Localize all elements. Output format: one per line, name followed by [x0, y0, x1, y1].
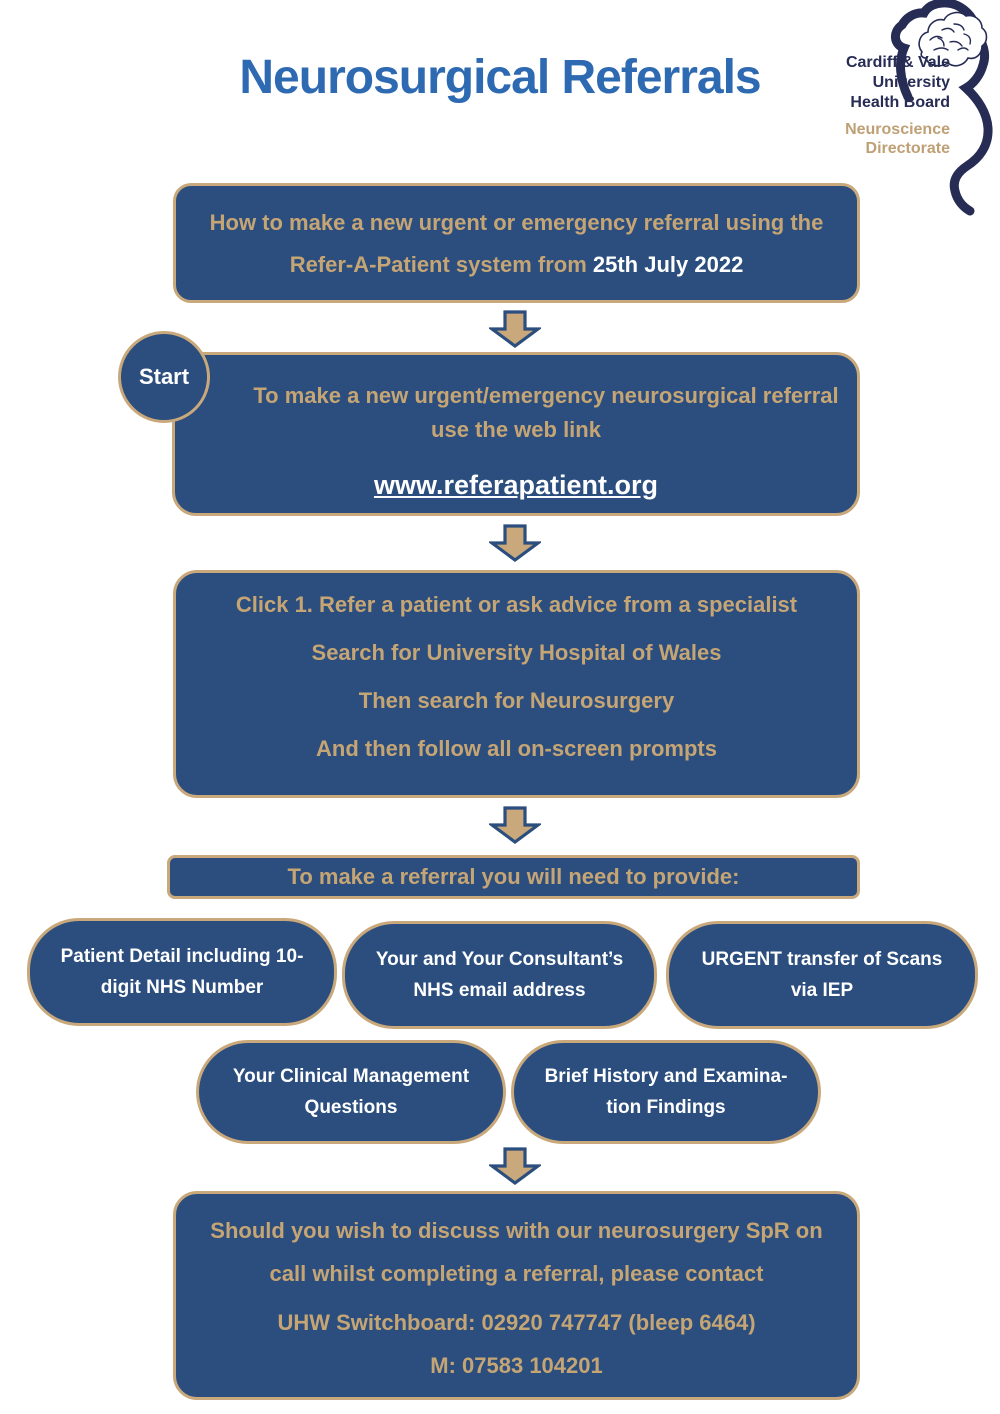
- step-line-2: Search for University Hospital of Wales: [311, 640, 722, 665]
- intro-line-1: How to make a new urgent or emergency referral using the: [209, 210, 824, 235]
- provide-bar: [167, 855, 860, 899]
- start-label: Start: [138, 364, 190, 389]
- provide-bar-label: To make a referral you will need to provide:: [287, 864, 740, 889]
- requirement-line: Patient Detail including 10-: [60, 946, 304, 967]
- down-arrow-icon: [489, 310, 541, 348]
- go-live-date: 25th July 2022: [592, 252, 744, 277]
- org-name: [845, 53, 950, 113]
- weblink-line-1: To make a new urgent/emergency neurosurgical referral: [253, 383, 839, 408]
- contact-box: [173, 1191, 860, 1400]
- step-line-1: Click 1. Refer a patient or ask advice from a specialist: [235, 592, 798, 617]
- requirement-pill-patient-detail: [27, 918, 337, 1026]
- requirement-line: URGENT transfer of Scans: [701, 949, 943, 970]
- org-line-1: Cardiff & Vale: [845, 54, 950, 71]
- requirement-line: Questions: [304, 1097, 398, 1118]
- down-arrow-icon: [489, 806, 541, 844]
- requirement-line: NHS email address: [413, 980, 586, 1001]
- requirement-line: tion Findings: [606, 1097, 726, 1118]
- steps-box: [173, 570, 860, 798]
- requirement-pill-clinical-questions: [196, 1040, 506, 1144]
- intro-line-2-prefix: Refer-A-Patient system from: [289, 252, 593, 277]
- weblink-line-2: use the web link: [431, 417, 601, 442]
- contact-line-1: Should you wish to discuss with our neurosurgery SpR on: [210, 1217, 823, 1243]
- start-badge: [118, 331, 210, 423]
- org-line-3: Health Board: [850, 94, 950, 111]
- step-line-3: Then search for Neurosurgery: [358, 688, 675, 713]
- intro-box: [173, 183, 860, 303]
- intro-line-2: [290, 244, 744, 286]
- requirement-line: Your and Your Consultant’s: [375, 949, 624, 970]
- directorate-name: [845, 120, 950, 158]
- requirement-pill-history-findings: [511, 1040, 821, 1144]
- step-line-4: And then follow all on-screen prompts: [316, 736, 717, 761]
- switchboard-number: UHW Switchboard: 02920 747747 (bleep 6464): [277, 1309, 756, 1335]
- requirement-pill-scan-transfer: [666, 921, 978, 1029]
- health-board-logo: [830, 0, 1000, 220]
- weblink-box: [172, 352, 860, 516]
- dept-line-1: Neuroscience: [845, 121, 950, 138]
- requirement-line: Your Clinical Management: [232, 1066, 470, 1087]
- requirement-line: via IEP: [790, 980, 854, 1001]
- requirement-line: digit NHS Number: [100, 977, 264, 998]
- dept-line-2: Directorate: [865, 140, 950, 157]
- requirement-line: Brief History and Examina-: [544, 1066, 788, 1087]
- refer-a-patient-link[interactable]: www.referapatient.org: [373, 470, 659, 500]
- down-arrow-icon: [489, 524, 541, 562]
- mobile-number: M: 07583 104201: [430, 1352, 603, 1378]
- requirement-pill-nhs-email: [342, 921, 657, 1029]
- page-title: Neurosurgical Referrals: [239, 51, 761, 104]
- contact-line-2: call whilst completing a referral, please contact: [269, 1260, 764, 1286]
- down-arrow-icon: [489, 1147, 541, 1185]
- org-line-2: University: [872, 74, 950, 91]
- logo-text: [845, 53, 950, 158]
